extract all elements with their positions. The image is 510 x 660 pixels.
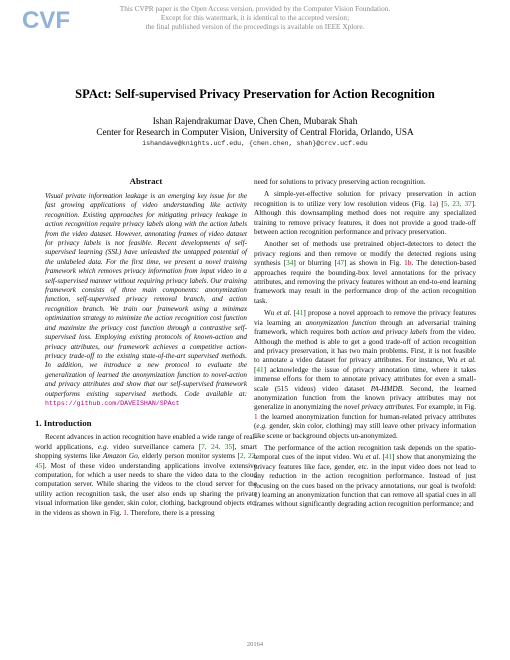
intro-paragraph-1: Recent advances in action recognition have enabled a wide range of real-world applications, e.g. video surveillance camera [7, 24, 35], smart shopping systems like Amazon Go, elderly person monitor systems [2, 22, 45]. Most of these video understanding applications involve extensive computation, for which a user needs to share the video data to the cloud computation server. While sharing the videos to the cloud server for the utility action recognition task, the user also ends up sharing the private visual information like gender, skin color, clothing, background objects etc. in the videos as shown in Fig. 1. Therefore, there is a pressing xyxy=(35,433,258,517)
intro-heading: 1. Introduction xyxy=(35,418,92,429)
author-emails: ishandave@knights.ucf.edu, {chen.chen, shah}@crcv.ucf.edu xyxy=(142,140,368,147)
right-column xyxy=(254,178,476,513)
author-names: Ishan Rajendrakumar Dave, Chen Chen, Mubarak Shah xyxy=(152,116,358,126)
right-paragraph-4: The performance of the action recognition task depends on the spatio-temporal cues of the input video. Wu et al. [41] show that anonymizing the privacy features like face, gender, etc. in the input video does not lead to any reduction in the action recognition performance. Instead of just focusing on the cues based on the privacy annotations, our goal is twofold: 1) learning an anonymization function that can remove all spatial cues in all frames without significantly degrading action recognition performance; and xyxy=(254,443,476,509)
figure-ref-link[interactable]: 1b xyxy=(404,259,412,268)
citation-link[interactable]: 2, 22, 45 xyxy=(35,452,258,470)
watermark-line-1: This CVPR paper is the Open Access version, provided by the Computer Vision Foundation. xyxy=(119,4,391,13)
author-affiliation: Center for Research in Computer Vision, University of Central Florida, Orlando, USA xyxy=(96,127,414,137)
citation-link[interactable]: 41 xyxy=(256,365,264,374)
watermark-line-3: the final published version of the proceedings is available on IEEE Xplore. xyxy=(145,22,365,31)
abstract-body xyxy=(35,192,257,408)
right-paragraph-2: Another set of methods use pretrained object-detectors to detect the privacy regions and then remove or modify the detected regions using synthesis [34] or blurring [47] as shown in Fig. 1b. The detection-based approaches require the bounding-box level annotations for the privacy attributes, and removing the privacy features without an end-to-end learning framework may result in the performance drop of the action recognition task. xyxy=(254,240,477,305)
page-number: 20164 xyxy=(246,641,264,648)
figure-ref-link[interactable]: 1a xyxy=(429,199,436,208)
citation-link[interactable]: 47 xyxy=(336,259,345,268)
watermark-line-2: Except for this watermark, it is identical to the accepted version; xyxy=(160,13,350,22)
citation-link[interactable]: 41 xyxy=(296,309,304,318)
citation-link[interactable]: 41 xyxy=(384,453,393,462)
abstract-heading: Abstract xyxy=(129,176,163,186)
right-paragraph-1: A simple-yet-effective solution for privacy preservation in action recognition is to utilize very low resolution videos (Fig. 1a) [5, 23, 37]. Although this downsampling method does not require any specialized training to remove privacy features, it does not provide a good trade-off between action recognition performance and privacy preservation. xyxy=(254,190,476,237)
right-paragraph-3: Wu et al. [41] propose a novel approach to remove the privacy features via learning an anonymization function through an adversarial training framework, which requires both action and privacy labels from the video. Although the method is able to get a good trade-off of action recognition and privacy preservation, it has two main problems. First, it is not feasible to annotate a video dataset for privacy attributes. For instance, Wu et al. [41] acknowledge the issue of privacy annotation time, where it takes immense efforts for them to annotate privacy attributes for even a small-scale (515 videos) video dataset PA-HMDB. Second, the learned anonymization function from the known privacy attributes may not generalize in anonymizing the novel privacy attributes. For example, in Fig. 1 the learned anonymization function for human-related privacy attributes (e.g. gender, skin color, clothing) may still leave other privacy information like scene or background objects un-anonymized. xyxy=(254,309,476,440)
citation-link[interactable]: 5, 23, 37 xyxy=(443,199,472,208)
left-column xyxy=(35,176,257,521)
right-paragraph-0: need for solutions to privacy preserving action recognition. xyxy=(254,178,426,186)
author-block xyxy=(0,116,510,138)
citation-link[interactable]: 34 xyxy=(286,259,294,268)
code-link[interactable]: https://github.com/DAVEISHAN/SPAct xyxy=(45,399,180,407)
citation-link[interactable]: 7, 24, 35 xyxy=(201,442,233,451)
cvf-logo-text: CVF xyxy=(22,7,70,34)
watermark xyxy=(0,4,510,31)
abstract-text: Visual private information leakage is an emerging key issue for the fast growing applications of video understanding like activity recognition. Existing approaches for mitigating privacy leakage in action recognition require privacy labels along with the action labels from the video dataset. However, annotating frames of video dataset for privacy labels is not feasible. Recent developments of self-supervised learning (SSL) have unleashed the untapped potential of the unlabeled data. For the first time, we present a novel training framework which removes privacy information from input video in a self-supervised manner without requiring privacy labels. Our training framework consists of three main components: anonymization function, self-supervised privacy removal branch, and action recognition branch. We train our framework using a minimax optimization strategy to minimize the action recognition cost function and maximize the privacy cost function through a contrastive self-supervised loss. Employing existing protocols of known-action and privacy attributes, our framework achieves a competitive action-privacy trade-off to the existing state-of-the-art supervised methods. In addition, we introduce a new protocol to evaluate the generalization of learned the anonymization function to novel-action and privacy attributes and show that our self-supervised framework outperforms existing supervised methods. Code available at: xyxy=(45,192,247,398)
figure-ref-link[interactable]: 1 xyxy=(254,412,258,421)
figure-ref-link[interactable]: 1 xyxy=(123,508,127,517)
paper-title: SPAct: Self-supervised Privacy Preservation for Action Recognition xyxy=(75,87,435,101)
